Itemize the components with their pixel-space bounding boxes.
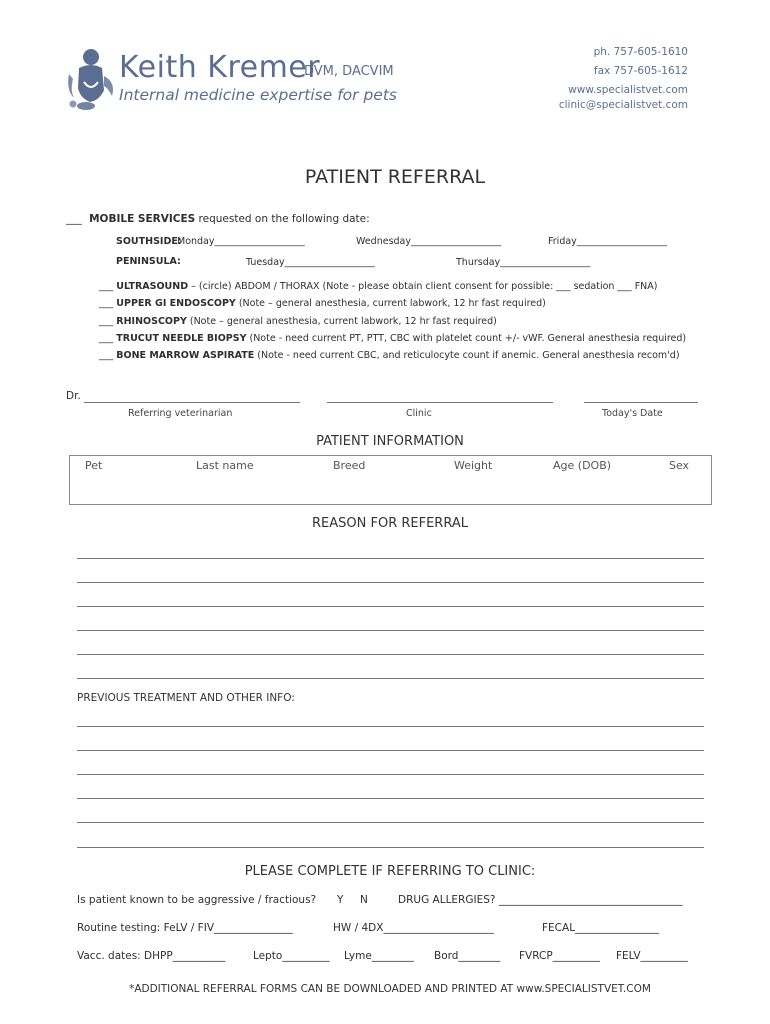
todays-date-label: Today's Date [602, 408, 663, 419]
logo-tagline: Internal medicine expertise for pets [119, 86, 397, 104]
procedure-name: TRUCUT NEEDLE BIOPSY [116, 333, 247, 344]
procedure-row [99, 350, 680, 361]
routine-testing-field[interactable]: Routine testing: FeLV / FIV_______________ [77, 922, 293, 934]
procedure-blank[interactable]: ___ [99, 298, 114, 309]
friday-field[interactable]: Friday___________________ [548, 236, 668, 247]
aggressive-yes[interactable]: Y [337, 894, 344, 906]
clinic-label: Clinic [406, 408, 432, 419]
procedure-row [99, 298, 546, 309]
vacc-dhpp-field[interactable]: Vacc. dates: DHPP__________ [77, 950, 226, 962]
procedure-name: BONE MARROW ASPIRATE [116, 350, 255, 361]
tuesday-field[interactable]: Tuesday___________________ [246, 257, 375, 268]
contact-website: www.specialistvet.com [568, 84, 688, 96]
peninsula-label: PENINSULA: [116, 256, 181, 267]
procedure-blank[interactable]: ___ [99, 350, 114, 361]
previous-line[interactable] [77, 726, 704, 727]
patient-info-col-breed: Breed [333, 459, 366, 472]
page-title: PATIENT REFERRAL [304, 166, 486, 188]
procedure-note: (Note – general anesthesia, current labwork, 12 hr fast required) [235, 298, 546, 309]
vacc-bord-field[interactable]: Bord________ [434, 950, 501, 962]
mobile-services-row [66, 213, 370, 225]
todays-date-line[interactable] [584, 402, 698, 403]
patient-info-col-lastname: Last name [196, 459, 254, 472]
clinic-line[interactable] [327, 402, 553, 403]
contact-email: clinic@specialistvet.com [558, 99, 688, 111]
clinic-section-heading: PLEASE COMPLETE IF REFERRING TO CLINIC: [244, 864, 536, 879]
logo-name: Keith Kremer [119, 50, 321, 85]
wednesday-field[interactable]: Wednesday___________________ [356, 236, 502, 247]
procedure-note: (Note - need current PT, PTT, CBC with platelet count +/- vWF. General anesthesia required) [246, 333, 687, 344]
reason-line[interactable] [77, 558, 704, 559]
fecal-field[interactable]: FECAL________________ [542, 922, 660, 934]
vacc-felv-field[interactable]: FELV_________ [616, 950, 688, 962]
reason-line[interactable] [77, 630, 704, 631]
procedure-blank[interactable]: ___ [99, 316, 114, 327]
southside-label: SOUTHSIDE: [116, 236, 182, 247]
dog-cat-logo-icon [64, 46, 118, 112]
drug-allergies-field[interactable]: DRUG ALLERGIES? ___________________________________ [398, 894, 683, 906]
contact-phone: ph. 757-605-1610 [593, 46, 688, 58]
procedure-note: (Note – general anesthesia, current labwork, 12 hr fast required) [186, 316, 497, 327]
procedure-row [99, 316, 497, 327]
previous-line[interactable] [77, 798, 704, 799]
reason-line[interactable] [77, 654, 704, 655]
thursday-field[interactable]: Thursday___________________ [456, 257, 591, 268]
procedure-name: RHINOSCOPY [116, 316, 187, 327]
vacc-fvrcp-field[interactable]: FVRCP_________ [519, 950, 600, 962]
previous-line[interactable] [77, 847, 704, 848]
patient-info-col-sex: Sex [669, 459, 690, 472]
mobile-services-text: requested on the following date: [198, 213, 370, 225]
footer-note: *ADDITIONAL REFERRAL FORMS CAN BE DOWNLOADED AND PRINTED AT www.SPECIALISTVET.COM [129, 983, 651, 995]
logo-credentials: DVM, DACVIM [304, 64, 394, 79]
procedure-blank[interactable]: ___ [99, 281, 114, 292]
previous-line[interactable] [77, 750, 704, 751]
patient-info-col-age: Age (DOB) [553, 459, 612, 472]
previous-line[interactable] [77, 774, 704, 775]
dr-prefix: Dr. [66, 390, 81, 402]
procedure-blank[interactable]: ___ [99, 333, 114, 344]
procedure-note: – (circle) ABDOM / THORAX (Note - please obtain client consent for possible: ___ sedation ___ FNA) [188, 281, 658, 292]
referring-vet-label: Referring veterinarian [128, 408, 233, 419]
mobile-services-label: MOBILE SERVICES [89, 213, 196, 225]
referring-vet-line[interactable] [84, 402, 300, 403]
aggressive-no[interactable]: N [360, 894, 368, 906]
patient-info-col-weight: Weight [454, 459, 493, 472]
patient-info-col-pet: Pet [85, 459, 103, 472]
procedure-row [99, 281, 657, 292]
aggressive-question: Is patient known to be aggressive / fractious? [77, 894, 317, 906]
procedure-name: ULTRASOUND [116, 281, 189, 292]
monday-field[interactable]: Monday___________________ [177, 236, 305, 247]
patient-info-box[interactable] [69, 455, 712, 505]
contact-fax: fax 757-605-1612 [593, 65, 688, 77]
patient-info-heading: PATIENT INFORMATION [316, 434, 464, 449]
procedure-row [99, 333, 686, 344]
reason-line[interactable] [77, 582, 704, 583]
vacc-lepto-field[interactable]: Lepto_________ [253, 950, 330, 962]
previous-line[interactable] [77, 822, 704, 823]
mobile-blank[interactable]: ___ [66, 213, 82, 225]
vacc-lyme-field[interactable]: Lyme________ [344, 950, 414, 962]
reason-line[interactable] [77, 678, 704, 679]
hw-4dx-field[interactable]: HW / 4DX_____________________ [333, 922, 494, 934]
procedure-name: UPPER GI ENDOSCOPY [116, 298, 236, 309]
reason-heading: REASON FOR REFERRAL [312, 516, 468, 531]
previous-treatment-heading: PREVIOUS TREATMENT AND OTHER INFO: [77, 692, 295, 704]
reason-line[interactable] [77, 606, 704, 607]
procedure-note: (Note - need current CBC, and reticulocyte count if anemic. General anesthesia recom'd) [254, 350, 680, 361]
